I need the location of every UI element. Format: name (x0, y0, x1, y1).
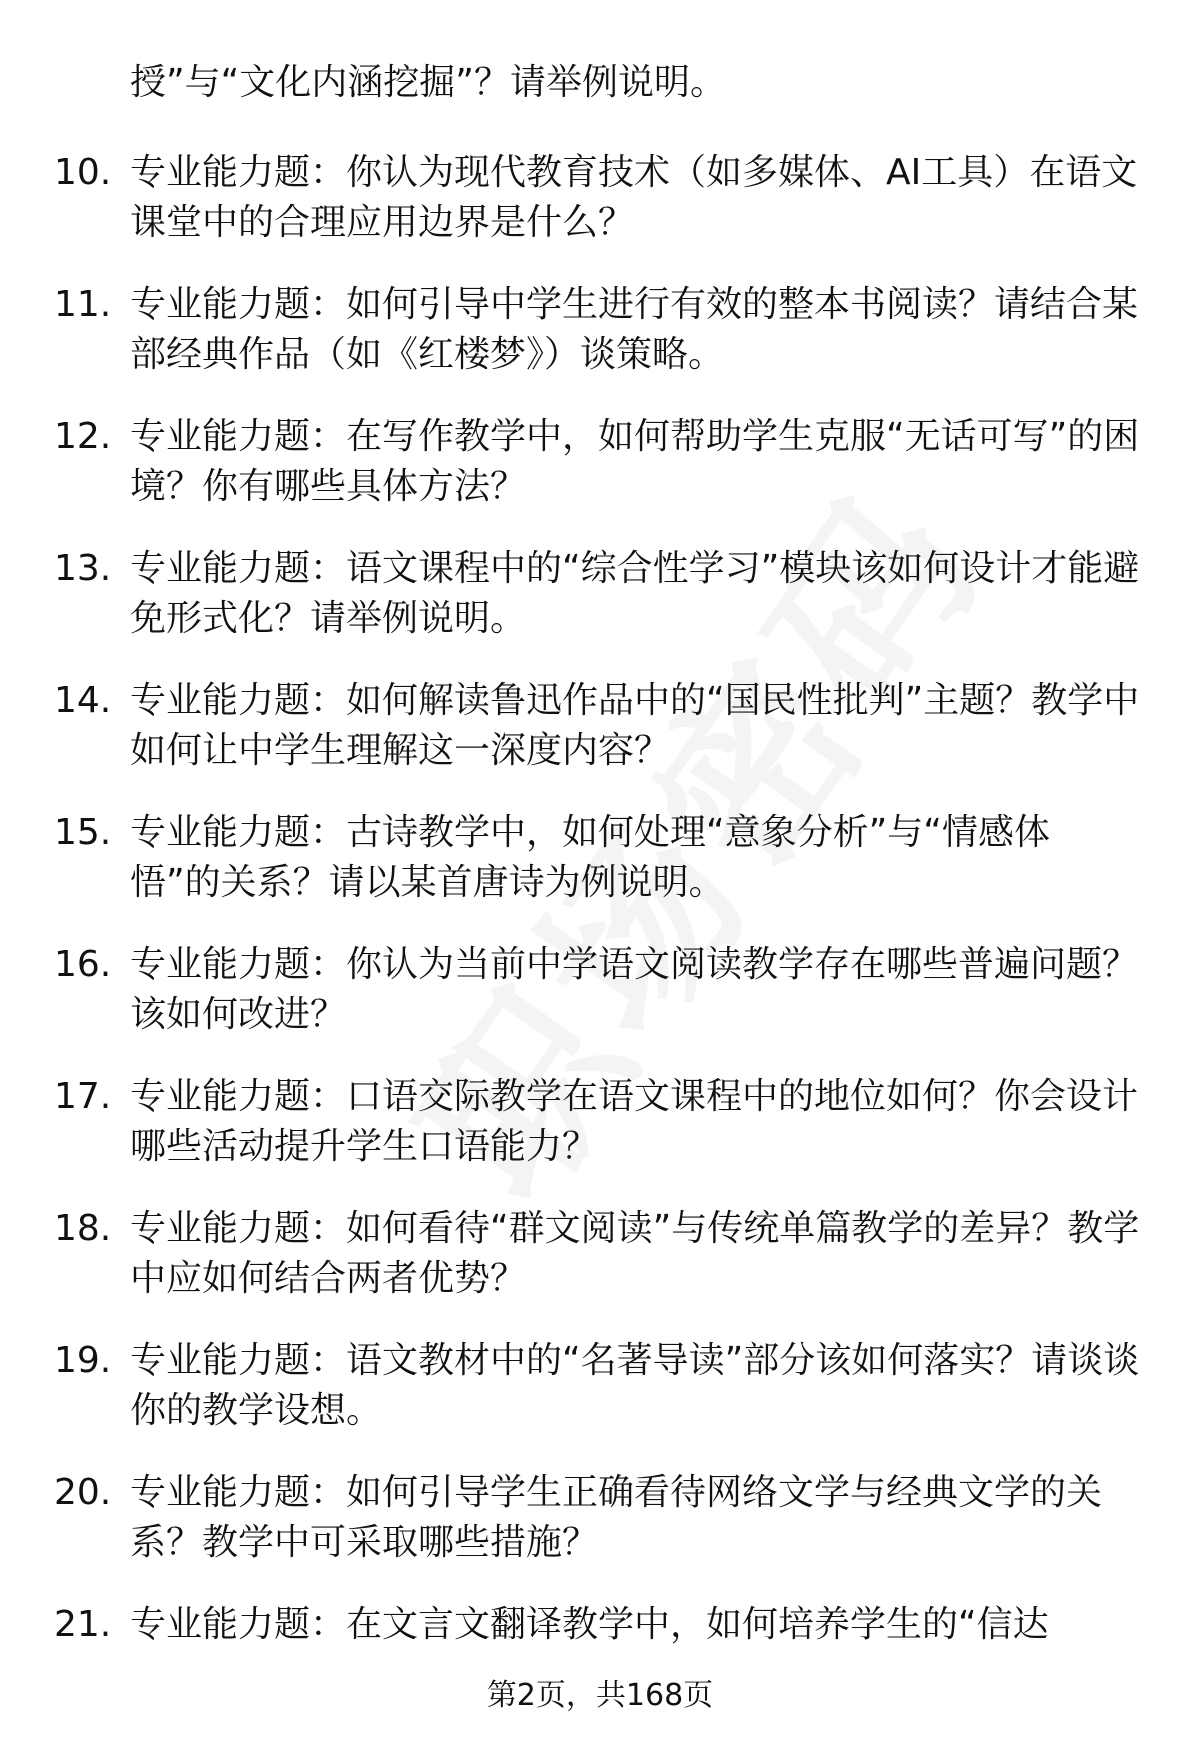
question-text: 专业能力题：你认为当前中学语文阅读教学存在哪些普遍问题？该如何改进？ (130, 944, 1139, 1035)
question-text: 专业能力题：你认为现代教育技术（如多媒体、AI工具）在语文课堂中的合理应用边界是什么？ (130, 152, 1138, 243)
question-number: 21. (54, 1604, 112, 1645)
list-item (0, 940, 1200, 1072)
question-number: 10. (54, 152, 112, 193)
question-number: 15. (54, 812, 112, 853)
question-text: 专业能力题：语文教材中的“名著导读”部分该如何落实？请谈谈你的教学设想。 (130, 1340, 1140, 1431)
page-footer: 第2页，共168页 (486, 1678, 714, 1713)
list-item (0, 1072, 1200, 1204)
question-text: 专业能力题：口语交际教学在语文课程中的地位如何？你会设计哪些活动提升学生口语能力？ (130, 1076, 1139, 1167)
list-item (0, 1204, 1200, 1336)
list-item (0, 148, 1200, 280)
continuation-text: 授”与“文化内涵挖掘”？请举例说明。 (130, 62, 726, 103)
question-text: 专业能力题：在写作教学中，如何帮助学生克服“无话可写”的困境？你有哪些具体方法？ (130, 416, 1140, 507)
list-item (0, 808, 1200, 940)
question-number: 11. (54, 284, 112, 325)
question-text: 专业能力题：如何引导中学生进行有效的整本书阅读？请结合某部经典作品（如《红楼梦》）谈策略。 (130, 284, 1139, 375)
question-number: 12. (54, 416, 112, 457)
question-text: 专业能力题：如何解读鲁迅作品中的“国民性批判”主题？教学中如何让中学生理解这一深度内容？ (130, 680, 1140, 771)
list-item (0, 676, 1200, 808)
question-number: 19. (54, 1340, 112, 1381)
question-list (0, 148, 1200, 1732)
list-item (0, 280, 1200, 412)
question-number: 18. (54, 1208, 112, 1249)
question-text: 专业能力题：如何引导学生正确看待网络文学与经典文学的关系？教学中可采取哪些措施？ (130, 1472, 1103, 1563)
question-text: 专业能力题：古诗教学中，如何处理“意象分析”与“情感体悟”的关系？请以某首唐诗为例说明。 (130, 812, 1050, 903)
list-item (0, 1336, 1200, 1468)
question-number: 17. (54, 1076, 112, 1117)
list-item (0, 412, 1200, 544)
list-item (0, 1468, 1200, 1600)
question-number: 20. (54, 1472, 112, 1513)
list-item (0, 544, 1200, 676)
question-number: 13. (54, 548, 112, 589)
question-number: 14. (54, 680, 112, 721)
question-text: 专业能力题：在文言文翻译教学中，如何培养学生的“信达 (130, 1604, 1049, 1645)
question-text: 专业能力题：语文课程中的“综合性学习”模块该如何设计才能避免形式化？请举例说明。 (130, 548, 1140, 639)
question-text: 专业能力题：如何看待“群文阅读”与传统单篇教学的差异？教学中应如何结合两者优势？ (130, 1208, 1140, 1299)
question-number: 16. (54, 944, 112, 985)
